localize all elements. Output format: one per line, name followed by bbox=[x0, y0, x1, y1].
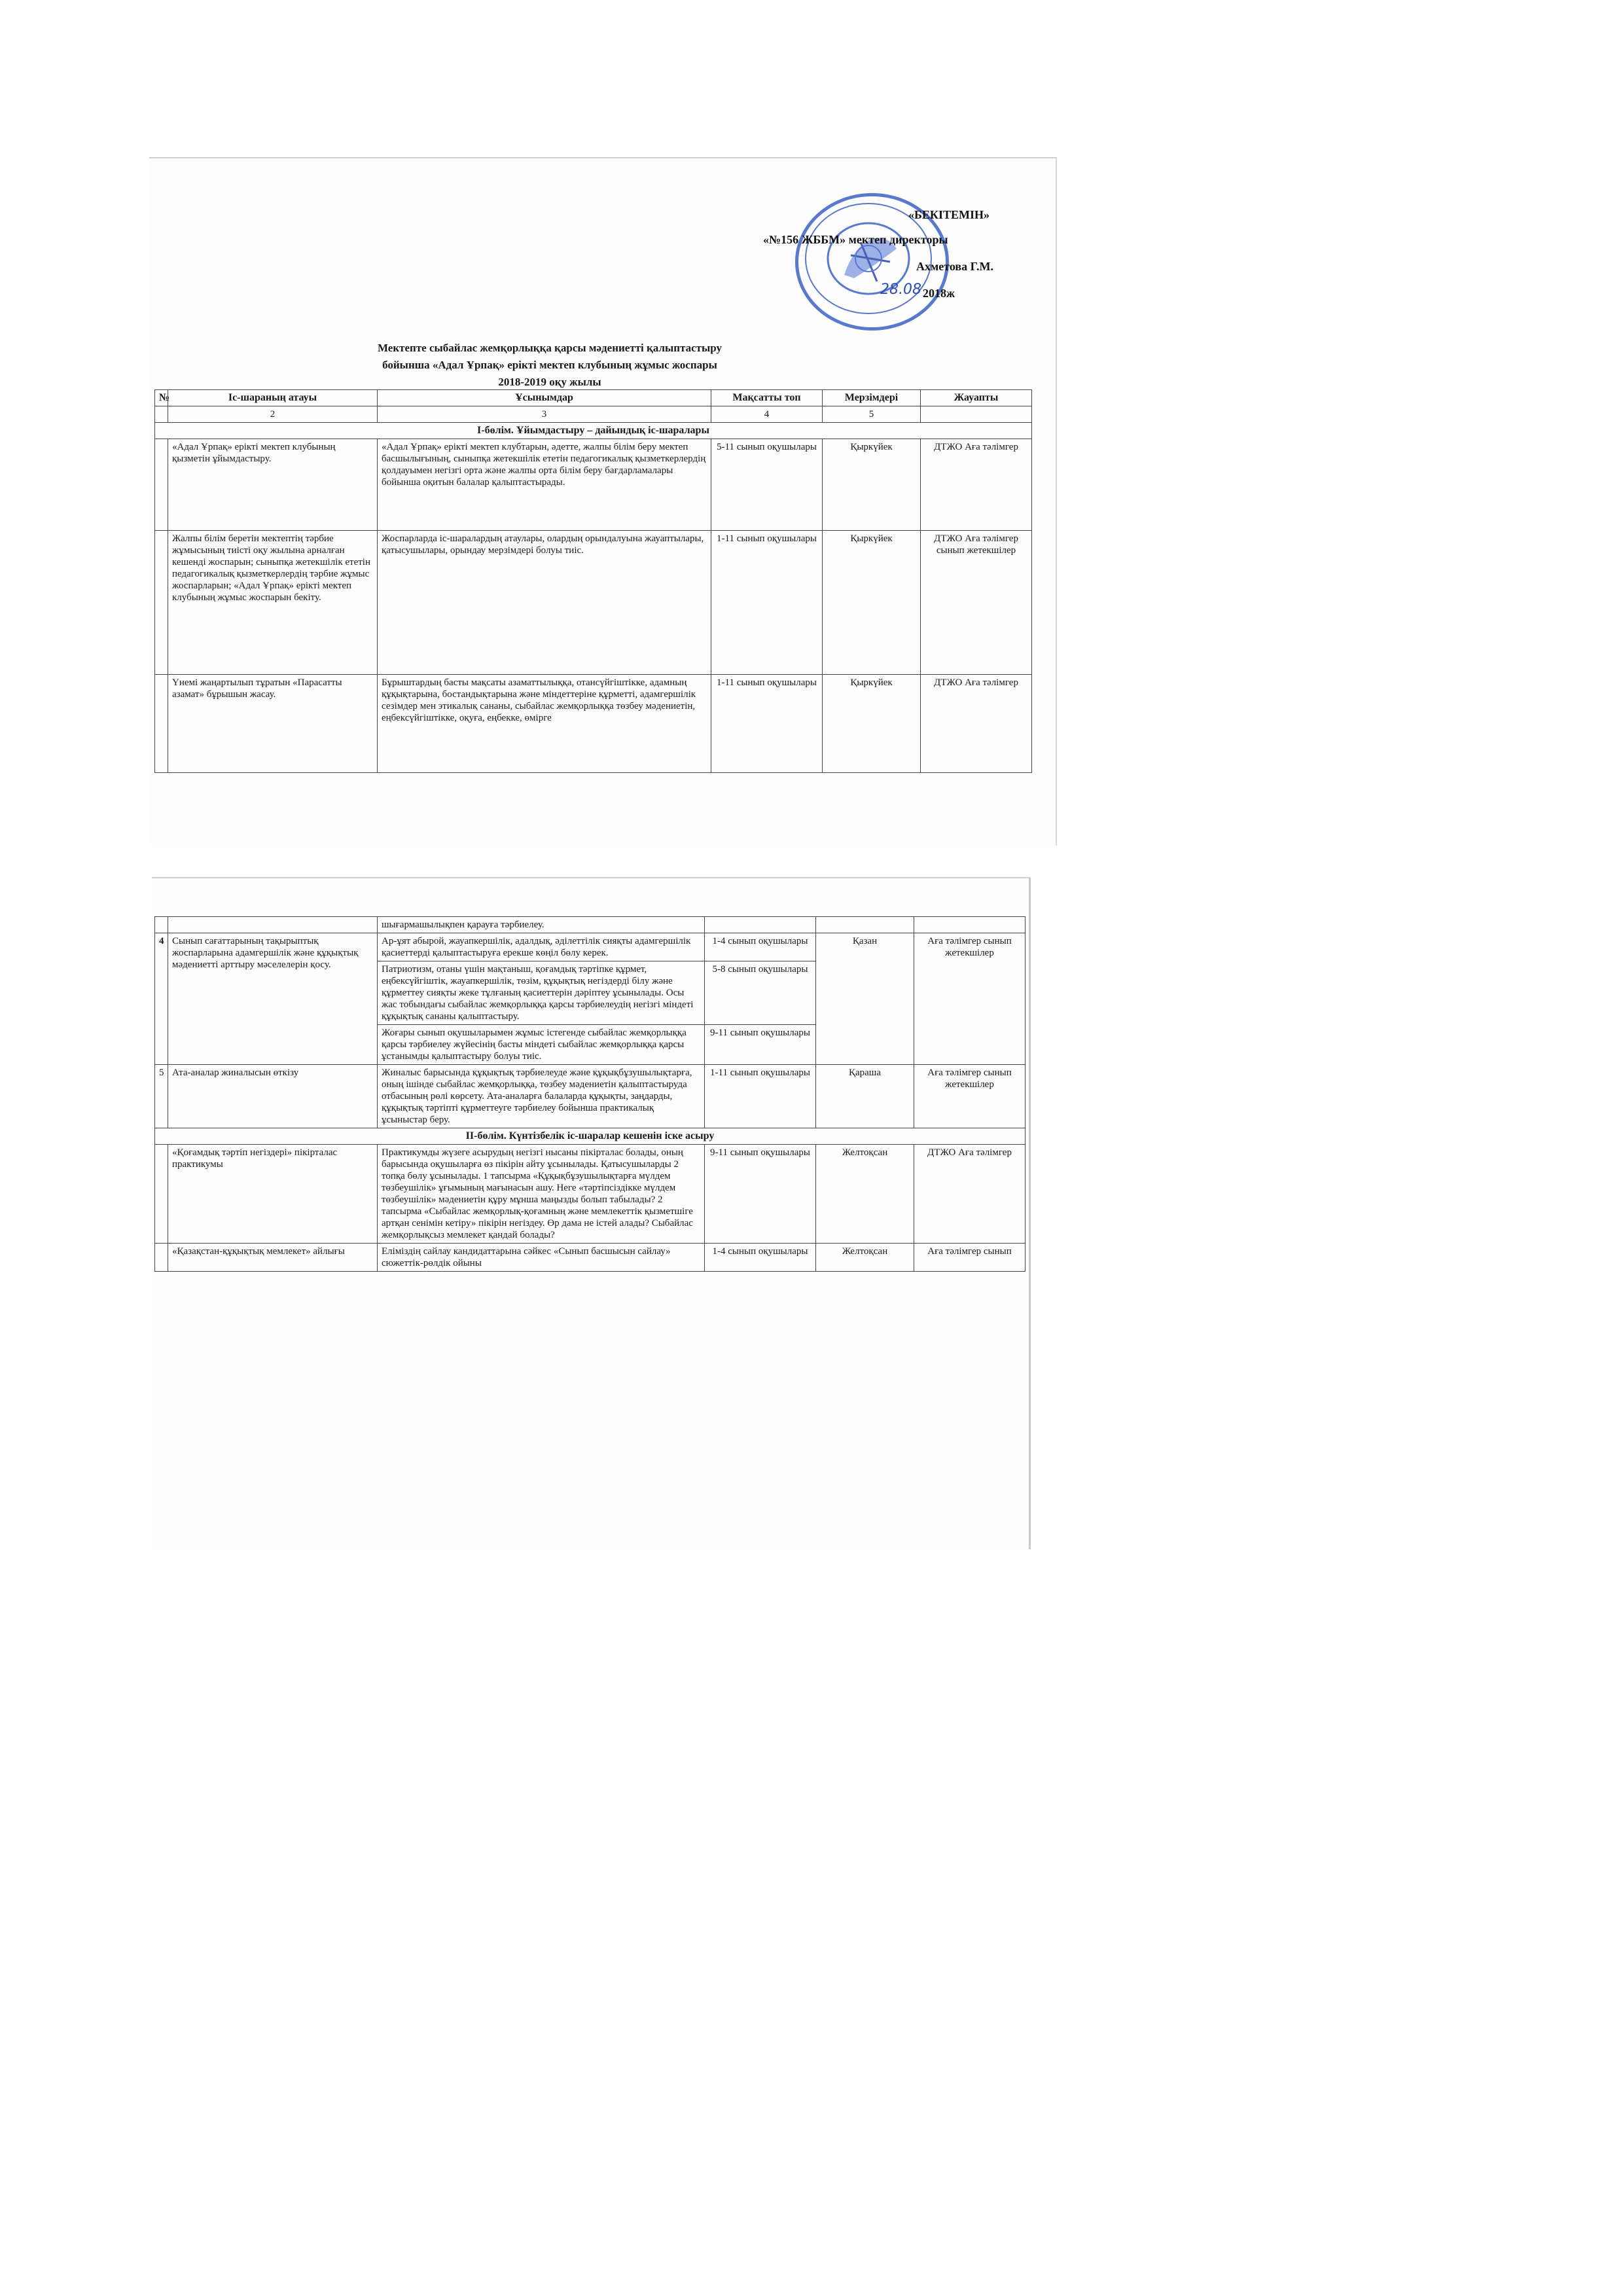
column-header-target: Мақсатты топ bbox=[711, 390, 823, 406]
table-row bbox=[155, 1145, 1026, 1244]
row-recommendation: Жоғары сынып оқушыларымен жұмыс істегенде сыбайлас жемқорлыққа қарсы тәрбиелеу жүйесінің басты міндеті сыбайлас жемқорлыққа қарсы ұстанымды қалыптастыру болуы тиіс. bbox=[378, 1025, 705, 1065]
row-deadline: Қыркүйек bbox=[823, 439, 921, 531]
row-responsible: ДТЖО Аға тәлімгер bbox=[914, 1145, 1026, 1244]
table-row bbox=[155, 1065, 1026, 1128]
row-recommendation: Еліміздің сайлау кандидаттарына сәйкес «Сынып басшысын сайлау» сюжеттік-рөлдік ойыны bbox=[378, 1244, 705, 1272]
row-target: 1-11 сынып оқушылары bbox=[705, 1065, 816, 1128]
row-target: 9-11 сынып оқушылары bbox=[705, 1025, 816, 1065]
table-row bbox=[155, 675, 1032, 773]
empty-cell bbox=[705, 917, 816, 933]
section-title: І-бөлім. Ұйымдастыру – дайындық іс-шаралары bbox=[155, 423, 1032, 439]
empty-cell bbox=[155, 917, 168, 933]
continuation-row bbox=[155, 917, 1026, 933]
row-target: 1-11 сынып оқушылары bbox=[711, 675, 823, 773]
table-row bbox=[155, 1244, 1026, 1272]
column-header-num: № bbox=[155, 390, 168, 406]
table-row bbox=[155, 933, 1026, 961]
row-name: Ата-аналар жиналысын өткізу bbox=[168, 1065, 378, 1128]
table-header-row bbox=[155, 390, 1032, 406]
row-number: 5 bbox=[155, 1065, 168, 1128]
column-number: 3 bbox=[378, 406, 711, 423]
table-row bbox=[155, 531, 1032, 675]
plan-table-page2 bbox=[154, 916, 1026, 1272]
row-number: 4 bbox=[155, 933, 168, 1065]
row-deadline: Қыркүйек bbox=[823, 675, 921, 773]
document-title-line1: Мектепте сыбайлас жемқорлыққа қарсы мәдениетті қалыптастыру bbox=[377, 342, 722, 354]
row-recommendation: Практикумды жүзеге асырудың негізгі нысаны пікірталас болады, оның барысында оқушыларға өз пікірін айту ұсынылады. Қатысушыларды 2 топқа бөлу ұсынылады. 1 тапсырма «Құқықбұзушылықтарға мүлдем төзбеушілік» ұғымының мағынасын ашу. Неге «тәртіпсіздікке мүлдем төзбеушілік» мәдениетін құру мұнша маңызды болып табылады? 2 тапсырма «Сыбайлас жемқорлық-қоғамның және мемлекеттік қызметшіге артқан сенімін кетіру» пікірін негіздеу. Өр дама не істей алады? Сыбайлас жемқорлықсыз мемлекет қандай болады? bbox=[378, 1145, 705, 1244]
column-number: 5 bbox=[823, 406, 921, 423]
row-target: 9-11 сынып оқушылары bbox=[705, 1145, 816, 1244]
row-responsible: Аға тәлімгер сынып жетекшілер bbox=[914, 933, 1026, 1065]
row-target: 5-11 сынып оқушылары bbox=[711, 439, 823, 531]
row-responsible: Аға тәлімгер сынып bbox=[914, 1244, 1026, 1272]
section-row bbox=[155, 1128, 1026, 1145]
continuation-text: шығармашылықпен қарауға тәрбиелеу. bbox=[378, 917, 705, 933]
approval-handwritten-date: 28.08 bbox=[880, 281, 921, 298]
row-number bbox=[155, 1145, 168, 1244]
document-title-line3: 2018-2019 оқу жылы bbox=[498, 376, 601, 388]
plan-table-page1 bbox=[154, 389, 1032, 773]
row-target: 1-4 сынып оқушылары bbox=[705, 1244, 816, 1272]
empty-cell bbox=[914, 917, 1026, 933]
row-recommendation: «Адал Ұрпақ» ерікті мектеп клубтарын, әдетте, жалпы білім беру мектеп басшылығының, сыныпқа жетекшілік ететін педагогикалық қызметкерлердің қолдауымен негізгі орта және жалпы орта білім беру бағдарламалары бойынша оқитын балалар қалыптастырады. bbox=[378, 439, 711, 531]
section-row bbox=[155, 423, 1032, 439]
row-name: Үнемі жаңартылып тұратын «Парасатты азамат» бұрышын жасау. bbox=[168, 675, 378, 773]
table-row bbox=[155, 439, 1032, 531]
row-responsible: ДТЖО Аға тәлімгер сынып жетекшілер bbox=[921, 531, 1032, 675]
row-deadline: Қазан bbox=[816, 933, 914, 1065]
row-deadline: Қараша bbox=[816, 1065, 914, 1128]
empty-cell bbox=[168, 917, 378, 933]
row-name: «Қоғамдық тәртіп негіздері» пікірталас практикумы bbox=[168, 1145, 378, 1244]
approval-school-director: «№156 ЖББМ» мектеп директоры bbox=[763, 233, 948, 246]
row-target: 5-8 сынып оқушылары bbox=[705, 961, 816, 1025]
column-header-responsible: Жауапты bbox=[921, 390, 1032, 406]
column-header-deadline: Мерзімдері bbox=[823, 390, 921, 406]
row-responsible: ДТЖО Аға тәлімгер bbox=[921, 439, 1032, 531]
row-recommendation: Жиналыс барысында құқықтық тәрбиелеуде және құқықбұзушылықтарға, оның ішінде сыбайлас жемқорлыққа, төзбеу мәдениетін қалыптастыруда отбасының рөлі көрсету. Ата-аналарға балаларда құқықты, заңдарды, құқықтық тәртіпті құрметтеуге тәрбиелеу бойынша практикалық ұсыныстар беру. bbox=[378, 1065, 705, 1128]
approval-title: «БЕКІТЕМІН» bbox=[908, 208, 990, 221]
column-header-name: Іс-шараның атауы bbox=[168, 390, 378, 406]
row-target: 1-11 сынып оқушылары bbox=[711, 531, 823, 675]
approval-name: Ахметова Г.М. bbox=[916, 260, 994, 273]
row-target: 1-4 сынып оқушылары bbox=[705, 933, 816, 961]
column-number bbox=[155, 406, 168, 423]
row-name: «Қазақстан-құқықтық мемлекет» айлығы bbox=[168, 1244, 378, 1272]
row-recommendation: Ар-ұят абырой, жауапкершілік, адалдық, әділеттілік сияқты адамгершілік қасиеттерді қалыптастыруға ерекше көңіл бөлу керек. bbox=[378, 933, 705, 961]
section-title: ІІ-бөлім. Күнтізбелік іс-шаралар кешенін іске асыру bbox=[155, 1128, 1026, 1145]
row-name: Жалпы білім беретін мектептің тәрбие жұмысының тиісті оқу жылына арналған кешенді жоспарын; сыныпқа жетекшілік ететін педагогикалық қызметкерлердің тәрбие жұмыс жоспарларын; «Адал Ұрпақ» ерікті мектеп клубының жұмыс жоспарын бекіту. bbox=[168, 531, 378, 675]
row-responsible: ДТЖО Аға тәлімгер bbox=[921, 675, 1032, 773]
table-column-number-row bbox=[155, 406, 1032, 423]
approval-year: 2018ж bbox=[923, 287, 955, 300]
row-name: «Адал Ұрпақ» ерікті мектеп клубының қызметін ұйымдастыру. bbox=[168, 439, 378, 531]
row-number bbox=[155, 531, 168, 675]
row-recommendation: Жоспарларда іс-шаралардың атаулары, олардың орындалуына жауаптылары, қатысушылары, орындау мерзімдері болуы тиіс. bbox=[378, 531, 711, 675]
row-number bbox=[155, 439, 168, 531]
row-deadline: Желтоқсан bbox=[816, 1244, 914, 1272]
empty-cell bbox=[816, 917, 914, 933]
row-deadline: Қыркүйек bbox=[823, 531, 921, 675]
row-responsible: Аға тәлімгер сынып жетекшілер bbox=[914, 1065, 1026, 1128]
document-title-line2: бойынша «Адал Ұрпақ» ерікті мектеп клубының жұмыс жоспары bbox=[382, 359, 717, 371]
row-name: Сынып сағаттарының тақырыптық жоспарларына адамгершілік және құқықтық мәдениетті арттыру мәселелерін қосу. bbox=[168, 933, 378, 1065]
column-number bbox=[921, 406, 1032, 423]
row-recommendation: Патриотизм, отаны үшін мақтаныш, қоғамдық тәртіпке құрмет, еңбексүйгіштік, жауапкершілік, төзім, құқықтық негіздерді білу және құрметтеу сияқты жеке тұлғаның қасиеттерін дәріптеу ұсынылады. Осы жас тобындағы сыбайлас жемқорлыққа қарсы тәрбиелеудің негізгі міндеті құқықтық сананы қалыптастыру. bbox=[378, 961, 705, 1025]
column-header-recommendation: Ұсынымдар bbox=[378, 390, 711, 406]
row-deadline: Желтоқсан bbox=[816, 1145, 914, 1244]
column-number: 4 bbox=[711, 406, 823, 423]
row-number bbox=[155, 675, 168, 773]
row-recommendation: Бұрыштардың басты мақсаты азаматтылыққа, отансүйгіштікке, адамның құқықтарына, бостандықтарына және міндеттеріне құрметті, адамгершілік сезімдер мен этикалық сананы, сыбайлас жемқорлыққа төзбеу мәдениетін, еңбексүйгіштікке, оқуға, еңбекке, өмірге bbox=[378, 675, 711, 773]
row-number bbox=[155, 1244, 168, 1272]
column-number: 2 bbox=[168, 406, 378, 423]
